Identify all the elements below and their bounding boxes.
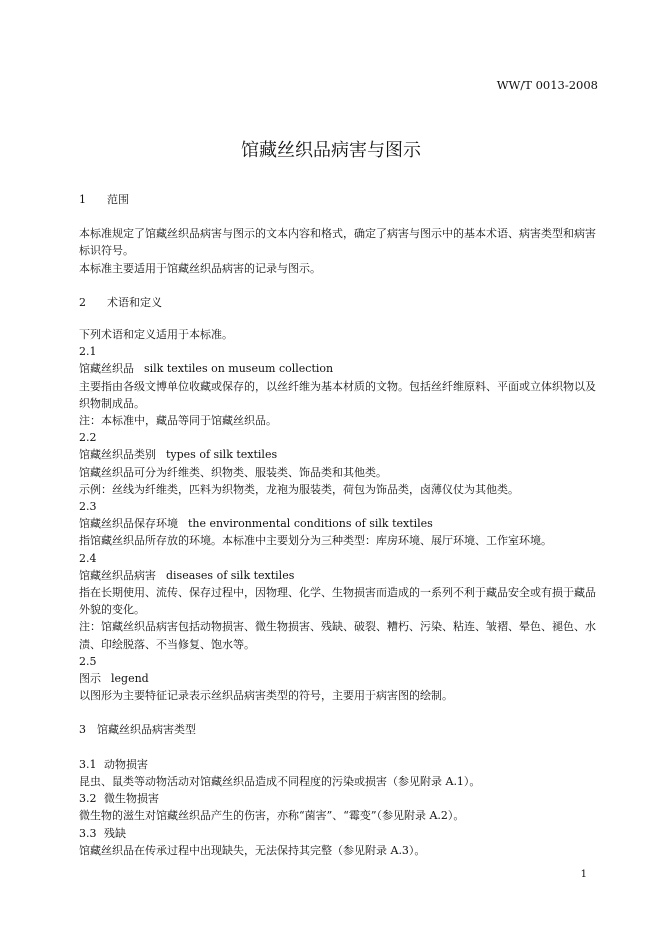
term-cn: 图示: [79, 672, 101, 686]
section-2-intro: 下列术语和定义适用于本标准。: [79, 328, 233, 342]
document-title: 馆藏丝织品病害与图示: [241, 140, 421, 161]
term-2-2-number: 2.2: [79, 431, 97, 445]
section-1-heading: [79, 191, 604, 208]
term-2-4-note: 注：馆藏丝织品病害包括动物损害、微生物损害、残缺、破裂、糟朽、污染、粘连、皱褶、晕色、褪色、水渍、印绘脱落、不当修复、饱水等。: [79, 620, 596, 651]
section-1-paragraph-2: 本标准主要适用于馆藏丝织品病害的记录与图示。: [79, 261, 321, 275]
item-number: 3.2: [79, 792, 97, 806]
term-en: types of silk textiles: [166, 448, 278, 462]
term-2-1-title: [79, 360, 604, 377]
term-2-5-title: [79, 670, 604, 687]
term-2-1-definition: 主要指由各级文博单位收藏或保存的，以丝纤维为基本材质的文物。包括丝纤维原料、平面或立体织物以及织物制成品。: [79, 379, 596, 410]
section-title: 范围: [107, 193, 129, 206]
section-title: 术语和定义: [107, 295, 162, 309]
term-2-2-definition: 馆藏丝织品可分为纤维类、织物类、服装类、饰品类和其他类。: [79, 465, 387, 479]
section-number: 1: [79, 193, 86, 206]
term-2-2-example: 示例：丝线为纤维类，匹料为织物类，龙袍为服装类，荷包为饰品类，卤薄仪仗为其他类。: [79, 482, 519, 496]
item-3-1-definition: 昆虫、鼠类等动物活动对馆藏丝织品造成不同程度的污染或损害（参见附录 A.1）。: [79, 774, 481, 788]
term-2-4-definition: 指在长期使用、流传、保存过程中，因物理、化学、生物损害而造成的一系列不利于藏品安全或有损于藏品外貌的变化。: [79, 586, 596, 617]
term-2-3-number: 2.3: [79, 500, 97, 514]
term-cn: 馆藏丝织品病害: [79, 568, 156, 582]
section-title: 馆藏丝织品病害类型: [97, 723, 196, 737]
term-en: legend: [111, 672, 149, 686]
term-cn: 馆藏丝织品保存环境: [79, 517, 178, 531]
item-3-2-heading: [79, 790, 604, 807]
term-2-2-title: [79, 446, 604, 463]
term-en: diseases of silk textiles: [166, 568, 295, 582]
item-number: 3.1: [79, 757, 97, 771]
item-title: 微生物损害: [104, 792, 159, 806]
term-en: silk textiles on museum collection: [144, 362, 334, 376]
item-title: 残缺: [104, 826, 126, 840]
term-2-1-note: 注：本标准中，藏品等同于馆藏丝织品。: [79, 414, 277, 428]
term-2-4-number: 2.4: [79, 551, 97, 565]
item-title: 动物损害: [104, 757, 148, 771]
term-2-5-definition: 以图形为主要特征记录表示丝织品病害类型的符号，主要用于病害图的绘制。: [79, 689, 453, 703]
term-2-3-title: [79, 515, 604, 532]
term-cn: 馆藏丝织品: [79, 362, 134, 376]
item-3-2-definition: 微生物的滋生对馆藏丝织品产生的伤害，亦称“菌害”、“霉变”（参见附录 A.2）。: [79, 809, 465, 823]
item-3-3-heading: [79, 825, 604, 842]
item-3-1-heading: [79, 756, 604, 773]
section-3-heading: [79, 721, 604, 738]
page-number: 1: [580, 869, 587, 880]
standard-code: WW/T 0013-2008: [496, 78, 598, 92]
term-2-3-definition: 指馆藏丝织品所存放的环境。本标准中主要划分为三种类型：库房环境、展厅环境、工作室环境。: [79, 534, 552, 548]
item-3-3-definition: 馆藏丝织品在传承过程中出现缺失，无法保持其完整（参见附录 A.3）。: [79, 843, 426, 857]
term-2-1-number: 2.1: [79, 345, 97, 359]
term-en: the environmental conditions of silk textiles: [188, 517, 433, 531]
document-body: [79, 191, 604, 859]
term-2-4-title: [79, 567, 604, 584]
section-1-paragraph-1: 本标准规定了馆藏丝织品病害与图示的文本内容和格式，确定了病害与图示中的基本术语、病害类型和病害标识符号。: [79, 227, 596, 258]
section-2-heading: [79, 294, 604, 311]
term-cn: 馆藏丝织品类别: [79, 448, 156, 462]
section-number: 2: [79, 295, 86, 309]
item-number: 3.3: [79, 826, 97, 840]
term-2-5-number: 2.5: [79, 654, 97, 668]
section-number: 3: [79, 723, 86, 737]
